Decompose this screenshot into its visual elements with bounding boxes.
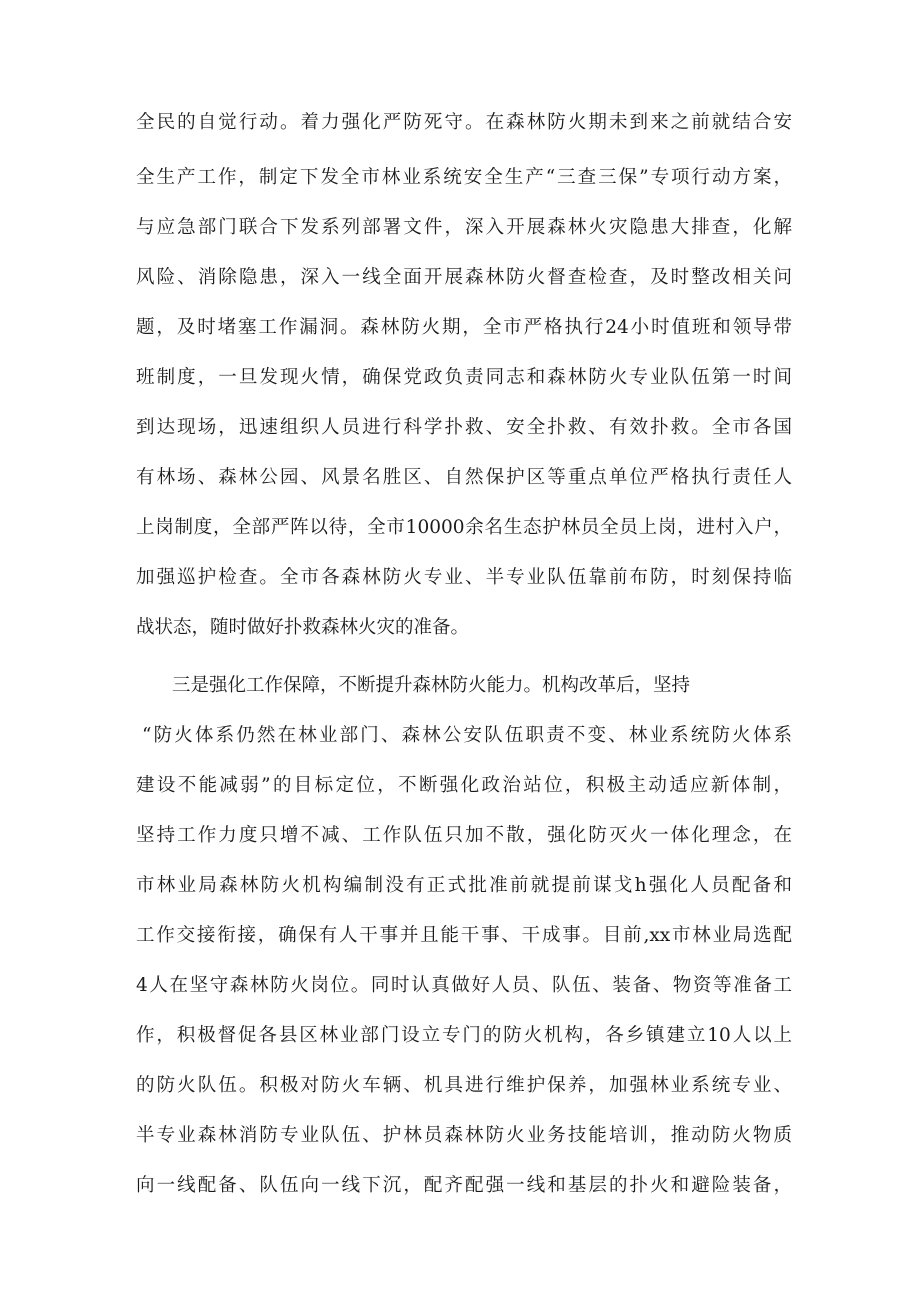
paragraph-1-line-9: 上岗制度，全部严阵以待，全市10000余名生态护林员全员上岗，进村入户，: [136, 517, 792, 538]
paragraph-1-line-6: 班制度，一旦发现火情，确保党政负责同志和森林防火专业队伍第一时间: [136, 367, 792, 388]
paragraph-1-line-2: 全生产工作，制定下发全市林业系统安全生产“三查三保”专项行动方案，: [136, 167, 792, 188]
paragraph-2-line-9: 的防火队伍。积极对防火车辆、机具进行维护保养，加强林业系统专业、: [136, 1075, 792, 1096]
paragraph-1-line-4: 风险、消除隐患，深入一线全面开展森林防火督查检查，及时整改相关问: [136, 267, 792, 288]
paragraph-2-line-10: 半专业森林消防专业队伍、护林员森林防火业务技能培训，推动防火物质: [136, 1125, 792, 1146]
paragraph-2-line-1: 三是强化工作保障，不断提升森林防火能力。机构改革后，坚持: [172, 675, 691, 696]
paragraph-1-line-8: 有林场、森林公园、风景名胜区、自然保护区等重点单位严格执行责任人: [136, 467, 792, 488]
paragraph-2-line-2: “防火体系仍然在林业部门、森林公安队伍职责不变、林业系统防火体系: [142, 725, 792, 746]
paragraph-1-line-3: 与应急部门联合下发系列部署文件，深入开展森林火灾隐患大排查，化解: [136, 217, 792, 238]
paragraph-2-line-4: 坚持工作力度只增不减、工作队伍只加不散，强化防灭火一体化理念，在: [136, 825, 792, 846]
paragraph-2-line-8: 作，积极督促各县区林业部门设立专门的防火机构，各乡镇建立10人以上: [136, 1025, 792, 1046]
paragraph-1-line-5: 题，及时堵塞工作漏洞。森林防火期，全市严格执行24小时值班和领导带: [136, 317, 792, 338]
paragraph-2-line-3: 建设不能减弱”的目标定位，不断强化政治站位，积极主动适应新体制，: [136, 775, 792, 796]
paragraph-2-line-6: 工作交接衔接，确保有人干事并且能干事、干成事。目前,xx市林业局选配: [136, 925, 792, 946]
paragraph-1-line-10: 加强巡护检查。全市各森林防火专业、半专业队伍靠前布防，时刻保持临: [136, 567, 792, 588]
paragraph-2-line-5: 市林业局森林防火机构编制没有正式批准前就提前谋戈h强化人员配备和: [136, 875, 792, 896]
paragraph-1-line-11: 战状态，随时做好扑救森林火灾的准备。: [136, 617, 470, 638]
paragraph-2-line-11: 向一线配备、队伍向一线下沉，配齐配强一线和基层的扑火和避险装备，: [136, 1175, 792, 1196]
paragraph-1-line-7: 到达现场，迅速组织人员进行科学扑救、安全扑救、有效扑救。全市各国: [136, 417, 792, 438]
paragraph-1-line-1: 全民的自觉行动。着力强化严防死守。在森林防火期未到来之前就结合安: [136, 112, 792, 133]
paragraph-2-line-7: 4人在坚守森林防火岗位。同时认真做好人员、队伍、装备、物资等准备工: [136, 975, 792, 996]
